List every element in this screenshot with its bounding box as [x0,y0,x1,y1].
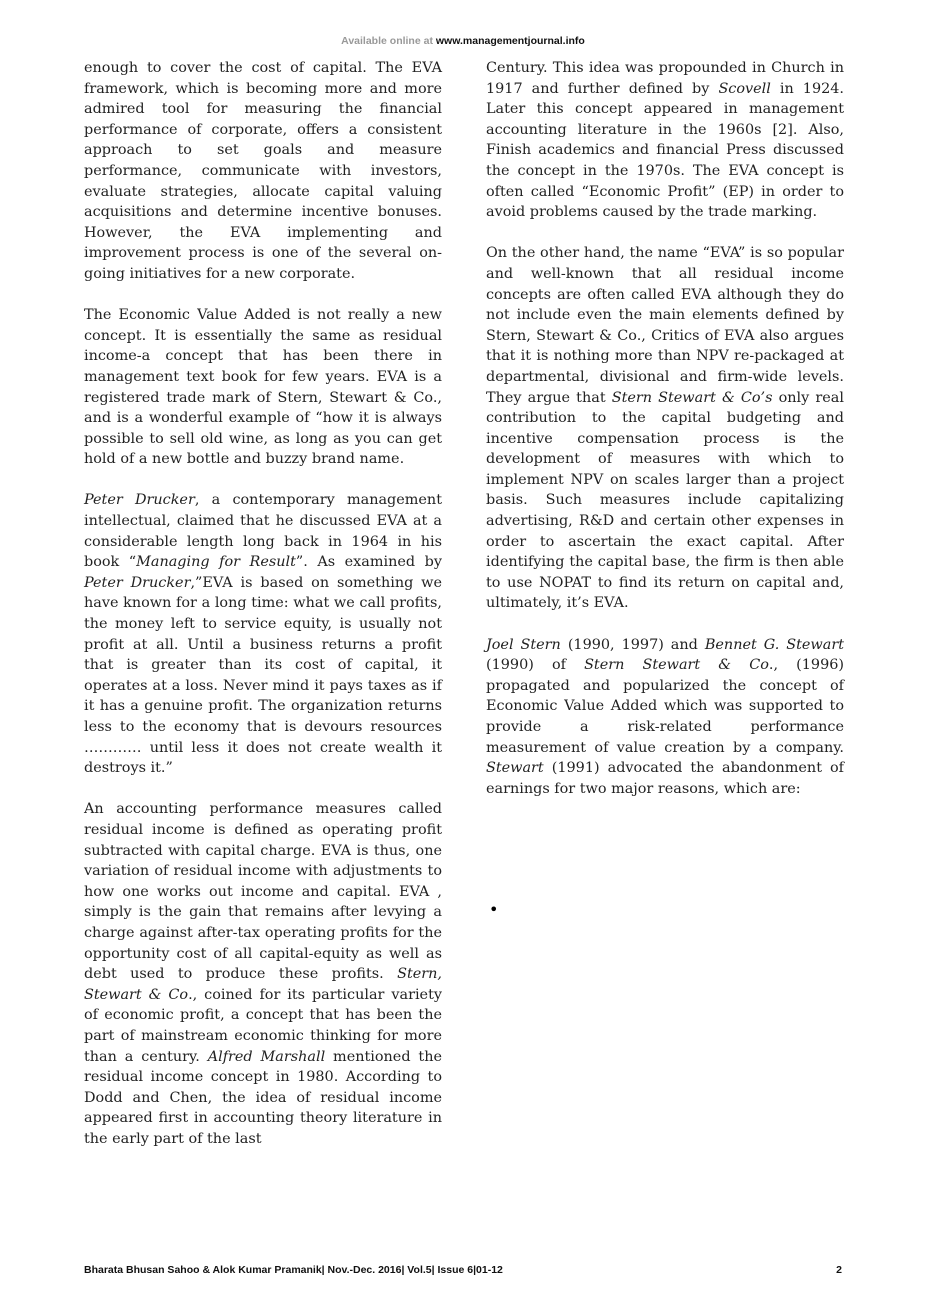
text-run: The Economic Value Added is not really a new concept. It is essentially the same as residual income-a concept that has been there in management text book for few years. EVA is a registered trade mark of Stern, Stewart & Co., and is a wonderful example of “how it is always possible to sell old wine, as long as you can get hold of a new bottle and buzzy brand name. [84,307,442,468]
italic-text: Stern Stewart & Co’s [611,389,773,406]
text-run: , a contemporary management intellectual, claimed that he discussed EVA at a considerable length long back in 1964 in his book “ [84,492,442,571]
text-run: mentioned the residual income concept in 1980. According to Dodd and Chen, the idea of residual income appeared first in accounting theory literature in the early part of the last [84,1048,442,1147]
paragraph [486,243,844,614]
paragraph [84,490,442,778]
paragraph [84,799,442,1149]
text-run: only real contribution to the capital budgeting and incentive compensation process is the development of measures with which to implement NPV on scales larger than a project basis. Such measures include capitalizing advertising, R&D and certain other expenses in order to ascertain the exact capital. After identifying the capital base, the firm is then able to use NOPAT to find its return on capital and, ultimately, it’s EVA. [486,389,844,612]
paragraph [486,58,844,223]
text-run: ., (1996) propagated and popularized the concept of Economic Value Added which was supported to provide a risk-related performance measurement of value creation by a company. [486,657,844,756]
italic-text: Peter Drucker [84,574,191,591]
footer-citation: Bharata Bhusan Sahoo & Alok Kumar Pramanik| Nov.-Dec. 2016| Vol.5| Issue 6|01-12 [84,1264,503,1276]
bullet-point: • [489,900,499,919]
text-run: ”. As examined by [295,554,442,571]
journal-url[interactable]: www.managementjournal.info [435,35,585,47]
italic-text: Joel Stern [486,636,561,653]
text-run: On the other hand, the name “EVA” is so popular and well-known that all residual income concepts are often called EVA although they do not include even the main elements defined by Stern, Stewart & Co., Critics of EVA also argues that it is nothing more than NPV re-packaged at departmental, divisional and firm-wide levels. They argue that [486,245,844,406]
text-run: Century. This idea was propounded in Church in 1917 and further defined by [486,60,844,97]
italic-text: Peter Drucker [84,492,195,509]
text-run: ,”EVA is based on something we have known for a long time: what we call profits, the money left to service equity, is usually not profit at all. Until a business returns a profit that is greater than its cost of capital, it operates at a loss. Never mind it pays taxes as if it has a genuine profit. The organization returns less to the economy that is devours resources ………… until less it does not create wealth it destroys it.” [84,574,442,777]
paragraph [486,635,844,800]
text-run: (1990) of [486,657,585,674]
italic-text: Managing for Result [136,554,296,571]
text-run: (1990, 1997) and [560,636,705,653]
page-number: 2 [836,1264,842,1276]
page-footer [84,1264,842,1276]
italic-text: Stern Stewart & Co [584,657,769,674]
paragraph [84,58,442,285]
right-column [486,58,844,820]
italic-text: Scovell [718,80,771,97]
text-run: (1991) advocated the abandonment of earnings for two major reasons, which are: [486,760,844,797]
italic-text: Stewart [486,760,544,777]
text-run: enough to cover the cost of capital. The EVA framework, which is becoming more and more admired tool for measuring the financial performance of corporate, offers a consistent approach to set goals and measure performance, communicate with investors, evaluate strategies, allocate capital valuing acquisitions and determine incentive bonuses. However, the EVA implementing and improvement process is one of the several on-going initiatives for a new corporate. [84,60,442,282]
text-run: in 1924. Later this concept appeared in management accounting literature in the 1960s [2]. Also, Finish academics and financial Press discussed the concept in the 1970s. The EVA concept is often called “Economic Profit” (EP) in order to avoid problems caused by the trade marking. [486,80,845,221]
left-column [84,58,442,1170]
header-prefix: Available online at [341,35,433,47]
italic-text: Stern, Stewart & Co [84,966,442,1003]
text-run: An accounting performance measures called residual income is defined as operating profit subtracted with capital charge. EVA is thus, one variation of residual income with adjustments to how one works out income and capital. EVA , simply is the gain that remains after levying a charge against after-tax operating profits for the opportunity cost of all capital-equity as well as debt used to produce these profits. [84,801,442,983]
paragraph [84,305,442,470]
journal-header [0,35,926,47]
italic-text: Bennet G. Stewart [704,636,844,653]
italic-text: Alfred Marshall [207,1048,326,1065]
text-run: ., coined for its particular variety of economic profit, a concept that has been the part of mainstream economic thinking for more than a century. [84,986,442,1065]
